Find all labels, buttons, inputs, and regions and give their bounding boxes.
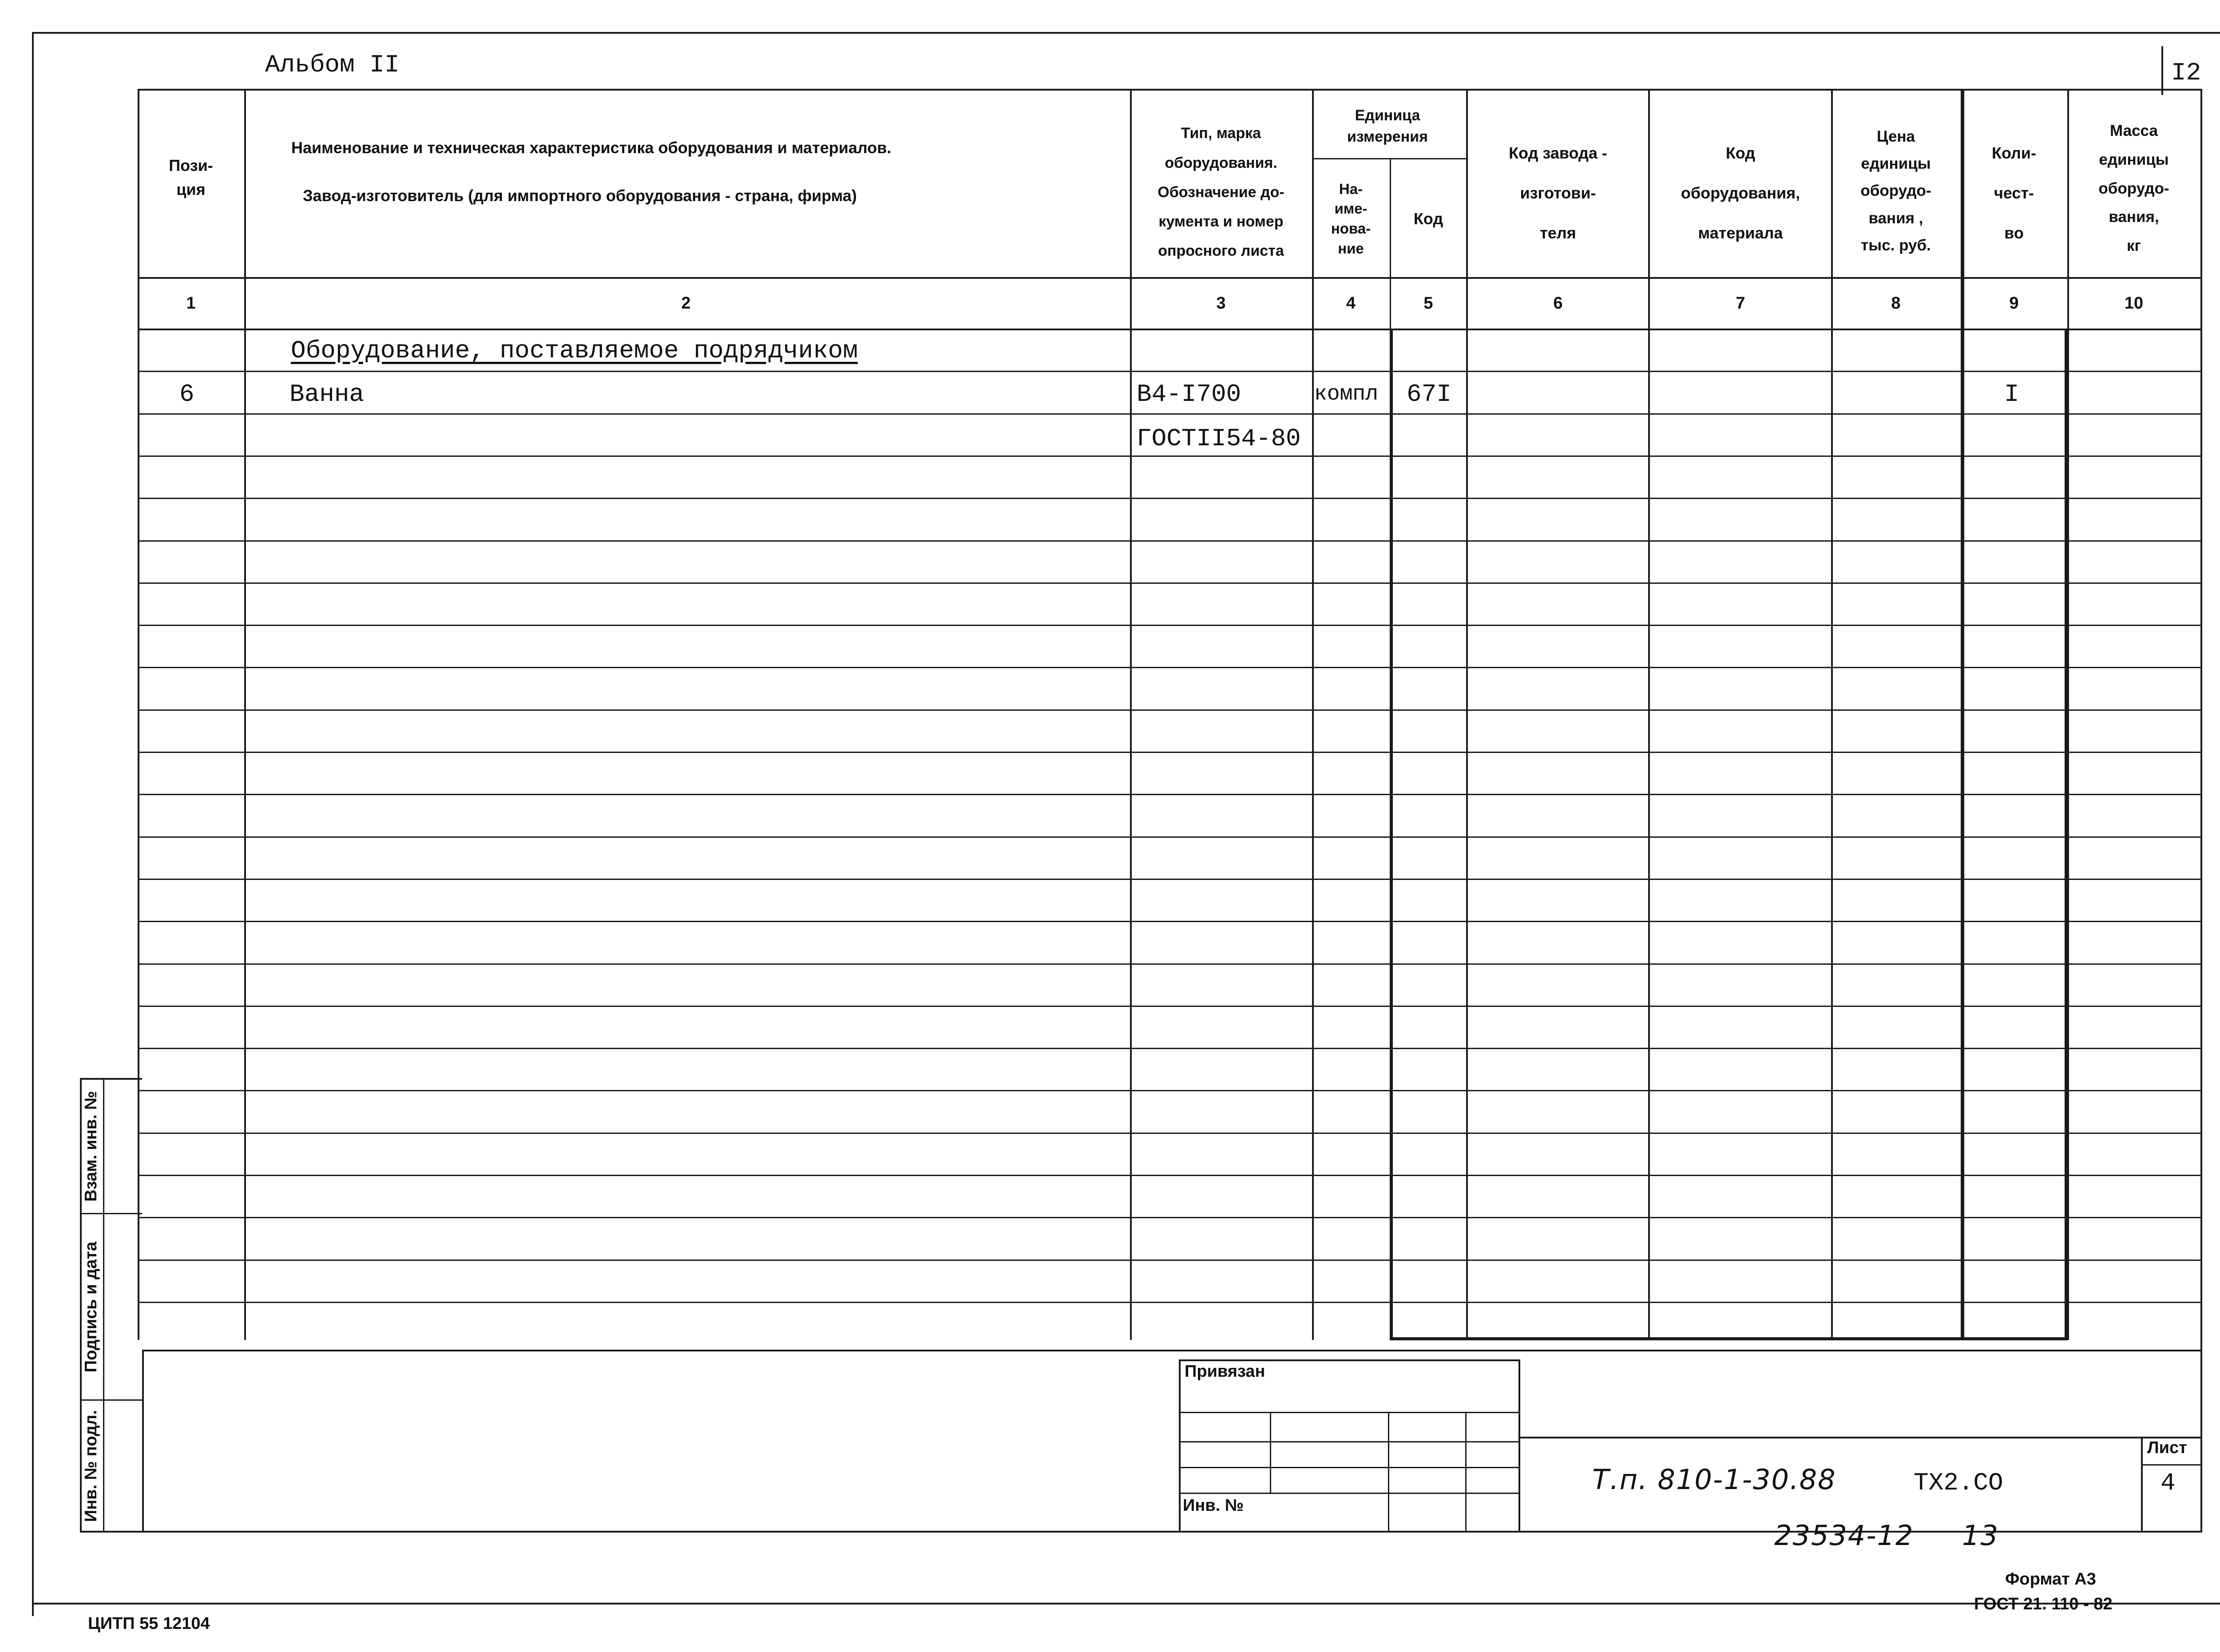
header-name-line2: Завод-изготовитель (для импортного оборудования - страна, фирма) xyxy=(303,186,857,205)
column-line xyxy=(1831,89,1833,1340)
stamp-designation-handwritten: Т.п. 810-1-30.88 xyxy=(1592,1463,1836,1496)
colnum-6: 6 xyxy=(1553,293,1563,313)
row1-position: 6 xyxy=(179,380,194,408)
row-line xyxy=(2067,709,2200,711)
bold-block-bottom xyxy=(1390,1337,2068,1340)
row-line xyxy=(138,540,2065,542)
row1-unit-code: 67I xyxy=(1407,380,1451,408)
colnum-1: 1 xyxy=(186,293,196,313)
colnum-10: 10 xyxy=(2124,293,2144,313)
row-line xyxy=(138,456,2065,457)
row-line xyxy=(138,879,2065,880)
row-line xyxy=(138,1133,2065,1134)
header-type-mark: Тип, марка оборудования. Обозначение до- кумента и номер опросного листа xyxy=(1158,125,1284,260)
table-right-border xyxy=(2200,89,2202,1532)
footer-citp: ЦИТП 55 12104 xyxy=(88,1614,210,1633)
row1-quantity: I xyxy=(2004,380,2019,408)
header-quantity: Коли- чест- во xyxy=(1991,144,2037,242)
row-line xyxy=(2067,1302,2200,1303)
header-equipment-code: Код оборудования, материала xyxy=(1681,144,1800,242)
row-line xyxy=(138,794,2065,795)
row-line xyxy=(138,1006,2065,1007)
column-line xyxy=(1130,89,1132,1340)
row-line xyxy=(138,582,2065,584)
row-line xyxy=(138,1260,2065,1261)
row-line xyxy=(2067,1090,2200,1091)
row-line xyxy=(2067,1048,2200,1049)
header-position: Пози- ция xyxy=(169,156,213,198)
row-line xyxy=(138,371,2065,372)
frame-bottom xyxy=(32,1603,2220,1604)
header-unit-group: Единица измерения xyxy=(1347,107,1428,145)
row1-name: Ванна xyxy=(289,380,365,408)
page-number-box-left xyxy=(2161,46,2163,95)
side-stamp-inv: Инв. № подл. xyxy=(82,1410,100,1522)
row1-unit: компл xyxy=(1314,382,1379,406)
row-line xyxy=(138,1217,2065,1218)
row-line xyxy=(2067,498,2200,499)
row-line xyxy=(2067,1217,2200,1218)
frame-left xyxy=(32,32,34,1616)
colnum-5: 5 xyxy=(1423,293,1433,313)
header-mass: Масса единицы оборудо- вания, кг xyxy=(2098,122,2169,255)
row-line xyxy=(2067,413,2200,415)
header-factory-code: Код завода - изготови- теля xyxy=(1509,144,1607,242)
column-line xyxy=(1962,89,1964,1340)
row-line xyxy=(2067,921,2200,922)
album-title: Альбом II xyxy=(265,51,400,79)
header-unit-code: Код xyxy=(1413,210,1443,228)
row-line xyxy=(2067,456,2200,457)
colnum-3: 3 xyxy=(1216,293,1226,313)
stamp-code: ТХ2.СО xyxy=(1914,1469,2003,1497)
row-line xyxy=(138,1090,2065,1091)
row-line xyxy=(2067,667,2200,668)
row-line xyxy=(138,709,2065,711)
row-line xyxy=(2067,963,2200,965)
row-line xyxy=(138,413,2065,415)
colnum-bottom-line xyxy=(138,329,2202,330)
column-line xyxy=(138,89,139,1340)
row-line xyxy=(2067,1006,2200,1007)
table-bottom-border xyxy=(142,1350,2202,1351)
row-line xyxy=(2067,794,2200,795)
row-line xyxy=(2067,582,2200,584)
row-line xyxy=(138,752,2065,753)
stamp-left-border xyxy=(142,1350,144,1532)
column-line xyxy=(244,89,246,1340)
row-line xyxy=(2067,1260,2200,1261)
row-line xyxy=(138,963,2065,965)
row-line xyxy=(2067,836,2200,838)
page-number: I2 xyxy=(2171,59,2201,87)
column-line xyxy=(1466,89,1468,1340)
row-line xyxy=(2067,540,2200,542)
row-line xyxy=(2067,1133,2200,1134)
row-line xyxy=(2067,879,2200,880)
colnum-2: 2 xyxy=(681,293,691,313)
colnum-7: 7 xyxy=(1736,293,1745,313)
row-line xyxy=(138,625,2065,626)
table-top-border xyxy=(138,89,2202,91)
stamp-inv-no: Инв. № xyxy=(1183,1496,1244,1515)
colnum-9: 9 xyxy=(2009,293,2019,313)
colnum-4: 4 xyxy=(1346,293,1356,313)
row1-type: В4-I700 xyxy=(1137,380,1241,408)
bold-block-left xyxy=(1390,329,1393,1340)
row-line xyxy=(138,921,2065,922)
row-line xyxy=(2067,752,2200,753)
row-line xyxy=(138,1048,2065,1049)
bold-block-right xyxy=(2065,329,2068,1340)
footer-format: Формат А3 xyxy=(2005,1570,2096,1589)
footer-gost: ГОСТ 21. 110 - 82 xyxy=(1974,1595,2113,1613)
colnum-8: 8 xyxy=(1891,293,1901,313)
header-unit-name: На- име- нова- ние xyxy=(1331,180,1371,257)
row-line xyxy=(2067,625,2200,626)
row-line xyxy=(138,836,2065,838)
row2-type: ГОСТII54-80 xyxy=(1137,424,1301,453)
frame-top xyxy=(32,32,2220,34)
row-line xyxy=(138,667,2065,668)
stamp-sheet-number: 4 xyxy=(2161,1469,2176,1497)
column-line xyxy=(1961,89,1962,1340)
header-price: Цена единицы оборудо- вания , тыс. руб. xyxy=(1860,127,1931,254)
row-line xyxy=(2067,371,2200,372)
side-stamp-podpis: Подпись и дата xyxy=(82,1241,100,1373)
section-title: Оборудование, поставляемое подрядчиком xyxy=(291,337,858,365)
side-stamp-vzam: Взам. инв. № xyxy=(82,1091,100,1202)
row-line xyxy=(138,498,2065,499)
row-line xyxy=(2067,1175,2200,1176)
header-name-line1: Наименование и техническая характеристика оборудования и материалов. xyxy=(291,139,892,157)
stamp-handwritten-number: 23534-12 13 xyxy=(1774,1519,1999,1552)
column-line xyxy=(1648,89,1650,1340)
row-line xyxy=(138,1175,2065,1176)
stamp-sheet-label: Лист xyxy=(2147,1438,2187,1457)
row-line xyxy=(138,1302,2065,1303)
stamp-privyazan: Привязан xyxy=(1185,1362,1265,1381)
